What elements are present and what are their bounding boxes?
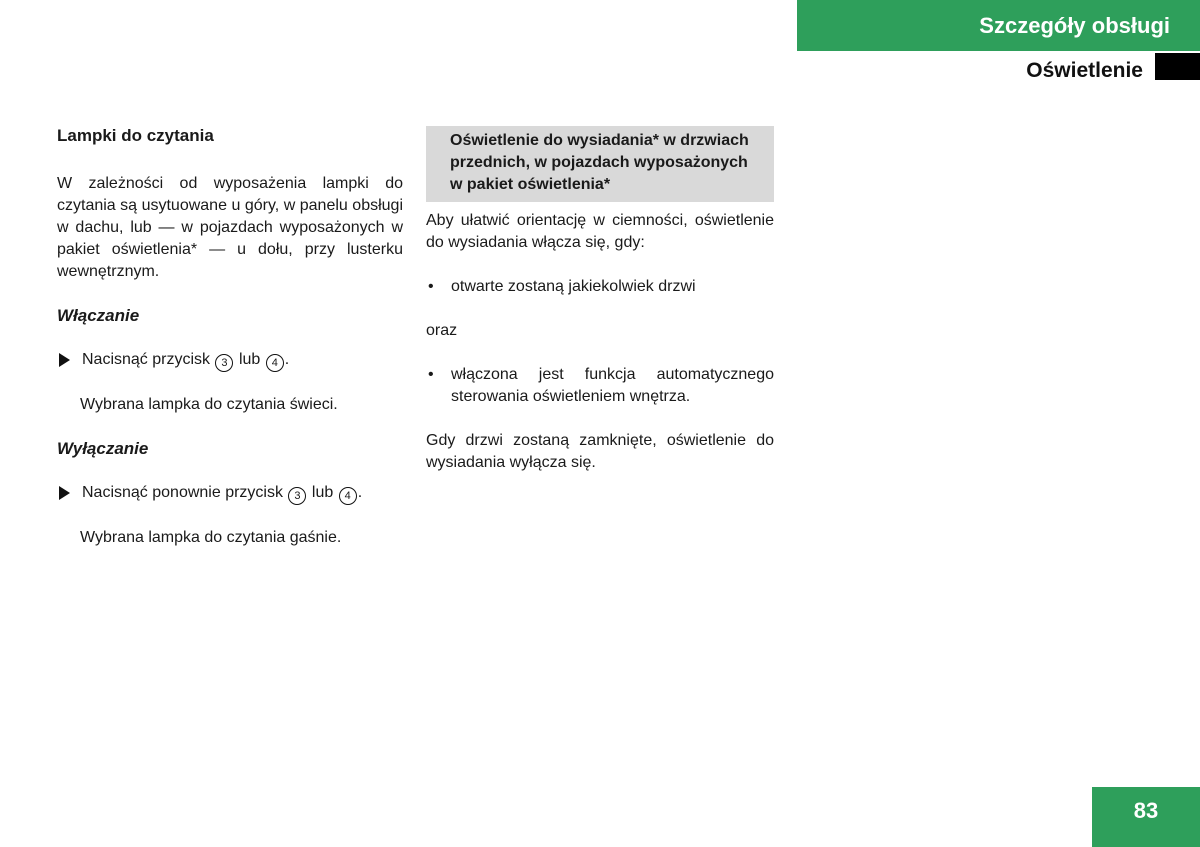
switch-off-step bbox=[57, 482, 403, 505]
step-text: Nacisnąć przycisk bbox=[82, 351, 211, 368]
switch-off-result: Wybrana lampka do czytania gaśnie. bbox=[80, 529, 342, 546]
switch-on-result: Wybrana lampka do czytania świeci. bbox=[80, 396, 338, 413]
switch-on-step bbox=[57, 349, 403, 372]
switch-on-instruction bbox=[82, 349, 289, 372]
button-3-icon: 3 bbox=[215, 354, 233, 372]
list-item bbox=[426, 364, 774, 408]
exit-lighting-closing: Gdy drzwi zostaną zamknięte, oświetlenie do wysiadania wyłącza się. bbox=[426, 432, 774, 471]
page-number-text: 83 bbox=[1133, 798, 1159, 823]
arrow-icon bbox=[59, 486, 70, 500]
page-number bbox=[1092, 787, 1200, 847]
conjunction: oraz bbox=[426, 322, 458, 339]
switch-on-heading: Włączanie bbox=[57, 306, 140, 325]
bullet-text: włączona jest funkcja automatycznego sterowania oświetleniem wnętrza. bbox=[451, 366, 774, 405]
exit-lighting-intro: Aby ułatwić orientację w ciemności, oświetlenie do wysiadania włącza się, gdy: bbox=[426, 212, 774, 251]
step-end: . bbox=[284, 351, 290, 368]
button-4-icon: 4 bbox=[266, 354, 284, 372]
switch-off-heading: Wyłączanie bbox=[57, 439, 149, 458]
subsection-marker bbox=[1155, 53, 1200, 80]
switch-off-instruction bbox=[82, 482, 362, 505]
bullet-icon: • bbox=[428, 366, 434, 383]
subsection-title: Oświetlenie bbox=[1026, 59, 1143, 82]
bullet-icon: • bbox=[428, 278, 434, 295]
section-header bbox=[797, 0, 1200, 51]
button-3-icon: 3 bbox=[288, 487, 306, 505]
step-text: Nacisnąć ponownie przycisk bbox=[82, 484, 283, 501]
exit-lighting-box: Oświetlenie do wysiadania* w drzwiach przednich, w pojazdach wyposażonych w pakiet oświetlenia* bbox=[426, 126, 774, 202]
step-end: . bbox=[357, 484, 363, 501]
left-column bbox=[57, 125, 403, 571]
or-text: lub bbox=[311, 484, 334, 501]
or-text: lub bbox=[238, 351, 261, 368]
right-column bbox=[426, 126, 774, 496]
bullet-text: otwarte zostaną jakiekolwiek drzwi bbox=[451, 278, 696, 295]
reading-lamps-title: Lampki do czytania bbox=[57, 126, 214, 145]
section-title: Szczegóły obsługi bbox=[979, 12, 1170, 38]
arrow-icon bbox=[59, 353, 70, 367]
button-4-icon: 4 bbox=[339, 487, 357, 505]
list-item bbox=[426, 276, 774, 298]
reading-lamps-intro: W zależności od wyposażenia lampki do czytania są usytuowane u góry, w panelu obsługi w dachu, lub — w pojazdach wyposażonych w pakiet oświetlenia* — u dołu, przy lusterku wewnętrznym. bbox=[57, 175, 403, 280]
